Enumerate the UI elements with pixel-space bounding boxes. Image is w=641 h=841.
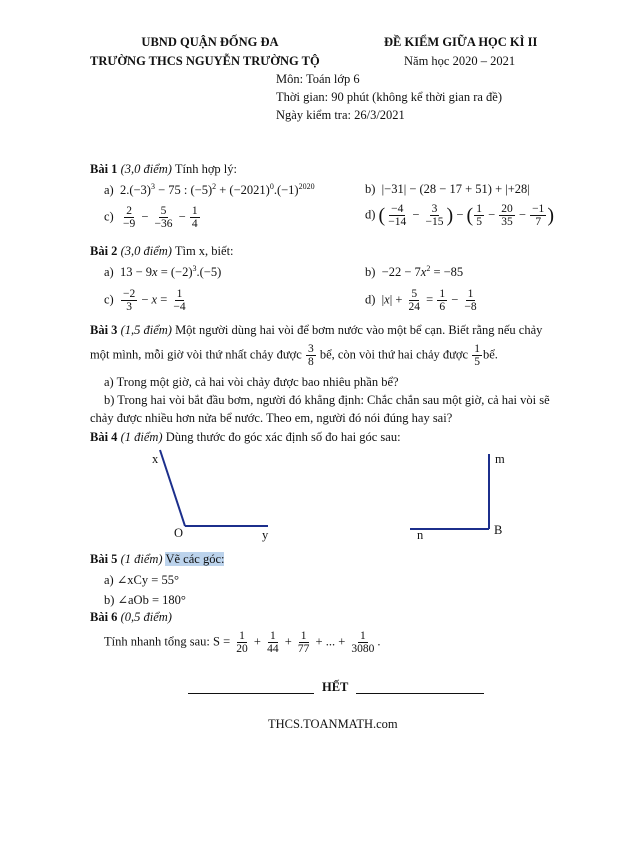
bai2-points: (3,0 điểm): [120, 244, 172, 258]
bai3-a: a) Trong một giờ, cả hai vòi chảy được bao nhiêu phần bể?: [104, 375, 399, 389]
exam-title: ĐỀ KIỂM GIỮA HỌC KÌ II: [384, 35, 538, 49]
bai4-title: Bài 4: [90, 430, 118, 444]
end-rule-left: [188, 693, 314, 694]
bai5-b: b) ∠aOb = 180°: [104, 593, 186, 607]
label-y: y: [262, 528, 269, 542]
end-rule-right: [356, 693, 484, 694]
bai1-b: b) |−31| − (28 − 17 + 51) + |+28|: [365, 182, 530, 196]
bai1-a: a) $2.(-3)^3 - 75$ : $(-5)^2 + (-2021)^0.(-1)^{2020}$: [104, 182, 315, 198]
label-n: n: [417, 528, 424, 542]
bai6-heading: [90, 610, 172, 625]
bai3-line2: một mình, mỗi giờ vòi thứ nhất chảy được $\frac{3}{8}$ bể, còn vòi thứ hai chảy được $\frac{1}{5}$ bể.: [90, 343, 498, 368]
bai5-points: (1 điểm): [120, 552, 163, 566]
bai1-d: d) ( $\frac{-4}{-14}$ − $\frac{3}{-15}$ ) − ( $\frac{1}{5}$ − $\frac{20}{35}$ − $\frac{-1}{7}$ ): [365, 203, 554, 228]
bai1-points: (3,0 điểm): [120, 162, 172, 176]
bai4-points: (1 điểm): [120, 430, 163, 444]
bai6-sum: Tính nhanh tổng sau: S = $\frac{1}{20}$ + $\frac{1}{44}$ + $\frac{1}{77}$ + ... + $\frac{1}{3080}$ .: [104, 630, 381, 655]
bai2-instruction: Tìm x, biết:: [174, 244, 234, 258]
bai1-title: Bài 1: [90, 162, 118, 176]
bai1-instruction: Tính hợp lý:: [174, 162, 238, 176]
bai5-a: a) ∠xCy = 55°: [104, 573, 179, 587]
bai6-text: Tính nhanh tổng sau: S =: [104, 634, 231, 649]
bai1-c: c) $\frac{2}{-9}$ − $\frac{5}{-36}$ − $\frac{1}{4}$: [104, 205, 198, 230]
exam-time: Thời gian: 90 phút (không kể thời gian ra đề): [276, 90, 503, 104]
bai2-a: a) $13 - 9x = (-2)^3.(-5)$: [104, 264, 222, 280]
bai5-instruction-selected[interactable]: Vẽ các góc:: [165, 552, 225, 566]
school-district: UBND QUẬN ĐỐNG ĐA: [141, 35, 279, 49]
label-b: B: [494, 523, 503, 537]
label-m: m: [495, 452, 505, 466]
bai2-c: c) $\frac{-2}{3}$ − x = $\frac{1}{-4}$: [104, 288, 186, 313]
label-o: O: [174, 526, 184, 540]
bai6-points: (0,5 điểm): [120, 610, 172, 624]
bai3-points: (1,5 điểm): [120, 323, 172, 337]
bai3-title: Bài 3: [90, 323, 118, 337]
end-mark: HẾT: [322, 680, 349, 694]
subject: Môn: Toán lớp 6: [276, 72, 360, 86]
bai3-b1: b) Trong hai vòi bắt đầu bơm, người đó khẳng định: Chắc chắn sau một giờ, cả hai vòi sẽ: [104, 393, 550, 407]
ray-ox: [160, 450, 185, 526]
bai3-text2a: một mình, mỗi giờ vòi thứ nhất chảy được: [90, 347, 302, 362]
school-year: Năm học 2020 – 2021: [404, 54, 516, 68]
exam-date: Ngày kiểm tra: 26/3/2021: [276, 108, 405, 122]
bai5-title: Bài 5: [90, 552, 118, 566]
bai3-text1: Một người dùng hai vòi để bơm nước vào một bể cạn. Biết rằng nếu chảy: [175, 323, 543, 337]
bai6-title: Bài 6: [90, 610, 118, 624]
bai2-title: Bài 2: [90, 244, 118, 258]
bai3-text2b: bể, còn vòi thứ hai chảy được: [319, 347, 469, 362]
school-name: TRƯỜNG THCS NGUYỄN TRƯỜNG TỘ: [90, 54, 320, 68]
bai4-instruction: Dùng thước đo góc xác định số đo hai góc sau:: [165, 430, 401, 444]
bai2-b: $b) -22 - 7x^2 = -85$: [365, 264, 464, 280]
label-x: x: [152, 452, 159, 466]
bai5-heading: [90, 552, 224, 567]
site-credit: THCS.TOANMATH.com: [268, 717, 398, 731]
bai3-text2c: bể.: [482, 347, 498, 362]
bai2-d: d) |x| + $\frac{5}{24}$ = $\frac{1}{6}$ − $\frac{1}{-8}$: [365, 288, 477, 313]
bai3-b2: chảy được nhiều hơn nửa bể nước. Theo em, người đó nói đúng hay sai?: [90, 411, 453, 425]
